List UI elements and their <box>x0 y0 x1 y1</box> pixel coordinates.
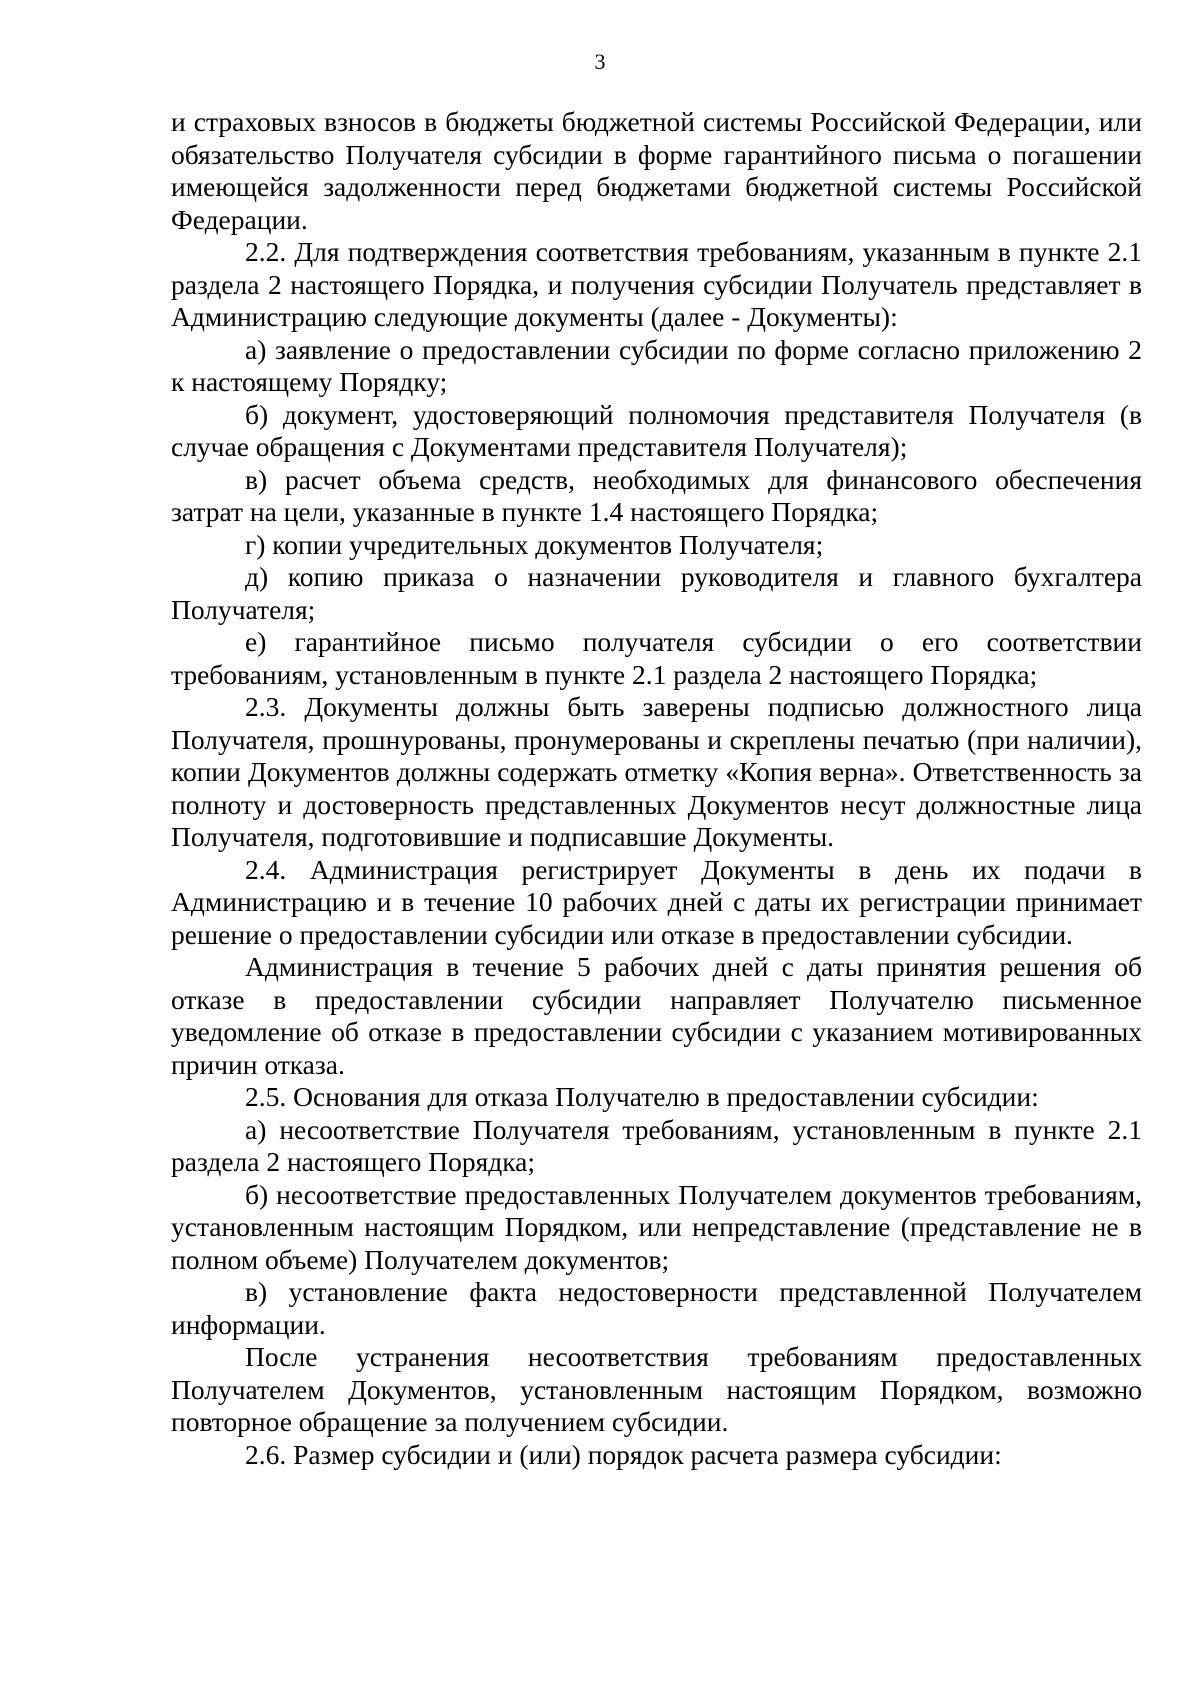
list-item-a-noncompliance: а) несоответствие Получателя требованиям, установленным в пункте 2.1 раздела 2 настоящего Порядка; <box>171 1113 1142 1177</box>
list-item-v-funds-calculation: в) расчет объема средств, необходимых для финансового обеспечения затрат на цели, указанные в пункте 1.4 настоящего Порядка; <box>171 463 1142 527</box>
list-item-b-authority-document: б) документ, удостоверяющий полномочия представителя Получателя (в случае обращения с Документами представителя Получателя); <box>171 398 1142 462</box>
paragraph-2-2-documents: 2.2. Для подтверждения соответствия требованиям, указанным в пункте 2.1 раздела 2 настоящего Порядка, и получения субсидии Получатель представляет в Администрацию следующие документы (далее - Документы): <box>171 236 1142 332</box>
list-item-b-documents-noncompliance: б) несоответствие предоставленных Получателем документов требованиям, установленным настоящим Порядком, или непредставление (представление не в полном объеме) Получателем документов; <box>171 1178 1142 1275</box>
paragraph-refusal-notice: Администрация в течение 5 рабочих дней с даты принятия решения об отказе в предоставлении субсидии направляет Получателю письменное уведомление об отказе в предоставлении субсидии с указанием мотивированных причин отказа. <box>171 951 1142 1080</box>
paragraph-2-4-registration: 2.4. Администрация регистрирует Документы в день их подачи в Администрацию и в течение 10 рабочих дней с даты их регистрации принимает решение о предоставлении субсидии или отказе в предоставлении субсидии. <box>171 853 1142 950</box>
list-item-v-unreliable-information: в) установление факта недостоверности представленной Получателем информации. <box>171 1276 1142 1340</box>
list-item-d-appointment-order: д) копию приказа о назначении руководителя и главного бухгалтера Получателя; <box>171 561 1142 625</box>
list-item-a-application: а) заявление о предоставлении субсидии по форме согласно приложению 2 к настоящему Порядку; <box>171 333 1142 397</box>
paragraph-continuation-tax-contributions: и страховых взносов в бюджеты бюджетной системы Российской Федерации, или обязательство Получателя субсидии в форме гарантийного письма о погашении имеющейся задолженности перед бюджетами бюджетной системы Российской Федерации. <box>171 106 1142 235</box>
paragraph-2-3-certification: 2.3. Документы должны быть заверены подписью должностного лица Получателя, прошнурованы, пронумерованы и скреплены печатью (при наличии), копии Документов должны содержать отметку «Копия верна». Ответственность за полноту и достоверность представленных Документов несут должностные лица Получателя, подготовившие и подписавшие Документы. <box>171 691 1142 852</box>
list-item-g-founding-documents: г) копии учредительных документов Получателя; <box>245 528 824 560</box>
paragraph-2-5-refusal-grounds: 2.5. Основания для отказа Получателю в предоставлении субсидии: <box>245 1081 1039 1112</box>
list-item-e-guarantee-letter: е) гарантийное письмо получателя субсидии о его соответствии требованиям, установленным в пункте 2.1 раздела 2 настоящего Порядка; <box>171 626 1142 690</box>
paragraph-2-6-subsidy-size: 2.6. Размер субсидии и (или) порядок расчета размера субсидии: <box>245 1438 1002 1470</box>
page-number: 3 <box>594 49 606 74</box>
document-body <box>171 106 1142 1471</box>
paragraph-resubmission: После устранения несоответствия требованиям предоставленных Получателем Документов, установленным настоящим Порядком, возможно повторное обращение за получением субсидии. <box>171 1341 1142 1437</box>
